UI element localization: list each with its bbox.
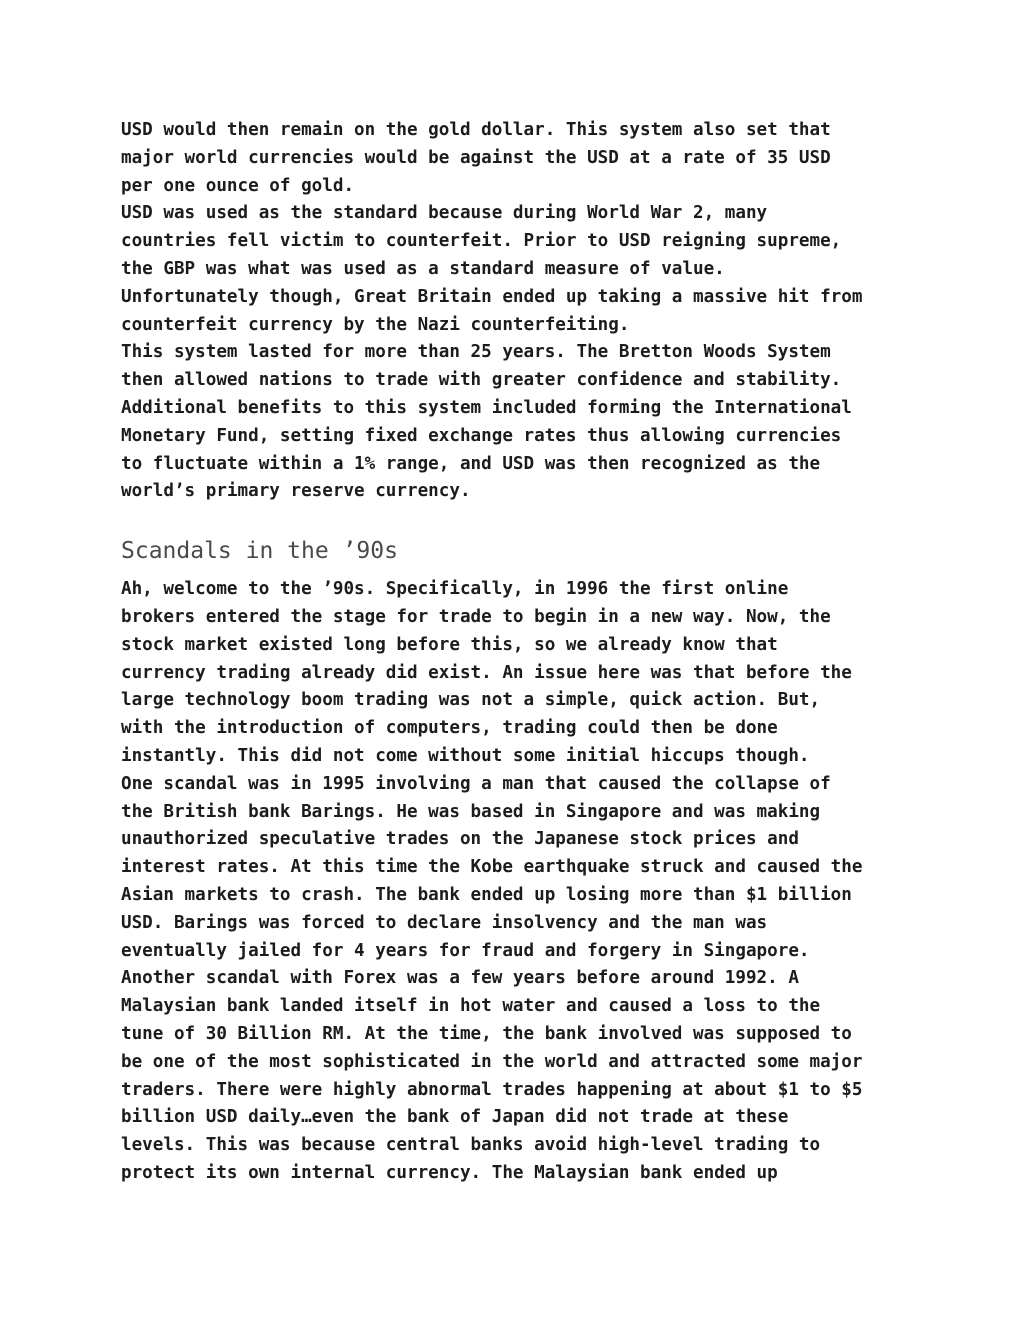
text-line: Asian markets to crash. The bank ended up losing more than $1 billion xyxy=(121,884,852,905)
text-line: counterfeit currency by the Nazi counterfeiting. xyxy=(121,314,630,335)
paragraph xyxy=(121,117,911,200)
text-line: Unfortunately though, Great Britain ended up taking a massive hit from xyxy=(121,286,863,307)
text-line: then allowed nations to trade with greater confidence and stability. xyxy=(121,370,842,391)
text-line: unauthorized speculative trades on the Japanese stock prices and xyxy=(121,829,799,850)
paragraph xyxy=(121,771,911,966)
text-line: to fluctuate within a 1% range, and USD was then recognized as the xyxy=(121,453,821,474)
text-line: One scandal was in 1995 involving a man that caused the collapse of xyxy=(121,773,831,794)
text-line: interest rates. At this time the Kobe earthquake struck and caused the xyxy=(121,857,863,878)
text-line: currency trading already did exist. An issue here was that before the xyxy=(121,662,852,683)
text-line: This system lasted for more than 25 years. The Bretton Woods System xyxy=(121,342,831,363)
paragraph xyxy=(121,576,911,771)
text-line: USD. Barings was forced to declare insolvency and the man was xyxy=(121,912,768,933)
text-line: with the introduction of computers, trading could then be done xyxy=(121,718,778,739)
section-heading-wrap xyxy=(121,536,911,566)
text-line: billion USD daily…even the bank of Japan did not trade at these xyxy=(121,1107,789,1128)
section-bretton-woods xyxy=(121,117,911,506)
paragraph xyxy=(121,339,911,506)
text-line: brokers entered the stage for trade to begin in a new way. Now, the xyxy=(121,606,831,627)
paragraph xyxy=(121,965,911,1187)
text-line: large technology boom trading was not a simple, quick action. But, xyxy=(121,690,821,711)
text-line: Additional benefits to this system included forming the International xyxy=(121,397,852,418)
text-line: traders. There were highly abnormal trades happening at about $1 to $5 xyxy=(121,1079,863,1100)
section-heading: Scandals in the ’90s xyxy=(121,538,398,565)
text-line: USD would then remain on the gold dollar. This system also set that xyxy=(121,120,831,140)
text-line: per one ounce of gold. xyxy=(121,175,355,196)
paragraph xyxy=(121,200,911,339)
text-line: Malaysian bank landed itself in hot water and caused a loss to the xyxy=(121,996,821,1017)
text-line: instantly. This did not come without some initial hiccups though. xyxy=(121,745,810,766)
text-line: world’s primary reserve currency. xyxy=(121,481,471,502)
text-line: Ah, welcome to the ’90s. Specifically, in 1996 the first online xyxy=(121,579,789,600)
text-line: Monetary Fund, setting fixed exchange rates thus allowing currencies xyxy=(121,425,842,446)
text-line: major world currencies would be against the USD at a rate of 35 USD xyxy=(121,147,831,168)
text-line: the British bank Barings. He was based in Singapore and was making xyxy=(121,801,821,822)
text-line: stock market existed long before this, so we already know that xyxy=(121,634,778,655)
text-line: levels. This was because central banks avoid high-level trading to xyxy=(121,1135,821,1156)
text-line: Another scandal with Forex was a few years before around 1992. A xyxy=(121,968,799,989)
text-line: USD was used as the standard because during World War 2, many xyxy=(121,203,768,224)
text-line: protect its own internal currency. The Malaysian bank ended up xyxy=(121,1162,778,1183)
text-line: the GBP was what was used as a standard measure of value. xyxy=(121,258,725,279)
text-line: be one of the most sophisticated in the world and attracted some major xyxy=(121,1051,863,1072)
text-line: countries fell victim to counterfeit. Prior to USD reigning supreme, xyxy=(121,231,842,252)
section-scandals xyxy=(121,576,911,1188)
text-line: tune of 30 Billion RM. At the time, the bank involved was supposed to xyxy=(121,1023,852,1044)
text-line: eventually jailed for 4 years for fraud and forgery in Singapore. xyxy=(121,940,810,961)
document-page xyxy=(121,117,911,1188)
